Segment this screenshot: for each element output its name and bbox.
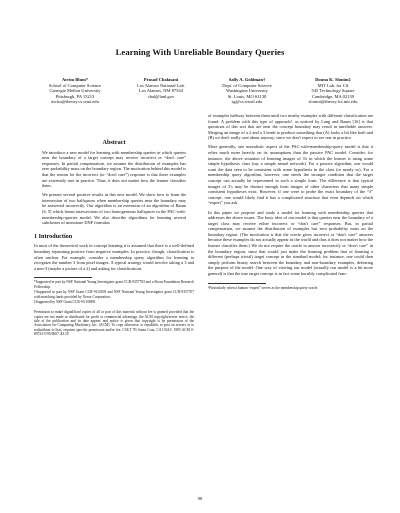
abstract-paragraph: We present several positive results in this new model. We show how to learn the intersection of two halfspaces when membership queries near the boundary may be answered incorrectly. Our algorithm is an extension of an algorithm of Baum [6, 5] which learns intersections of two homogeneous halfspaces in the PAC-with-membership-queries model. We also describe algorithms for learning several subclasses of monotone DNF formulas. [42, 192, 186, 226]
right-column [208, 113, 373, 290]
author-address: Pittsburgh, PA 15213 [55, 93, 95, 99]
author-address: Cambridge, MA 02139 [311, 93, 355, 99]
author-chalasani [120, 77, 202, 105]
author-blum [34, 77, 116, 105]
author-affiliation: Carnegie Mellon University [49, 88, 101, 94]
author-affiliation: Dept. of Computer Science [222, 82, 272, 88]
body-paragraph: In most of the theoretical work in concept learning it is assumed that there is a well-defined boundary separating positive from negative examples. In practice, though, classification is often unclear. For example, consider a membership query algorithm for learning to recognize the number 3 from pixel images. A typical strategy would involve taking a 3 and a non-3 (maybe a picture of a 2) and asking for classifications [34, 243, 194, 271]
footnote: ‡Supported by NSF Grant CCR-93-10888. [34, 300, 96, 304]
paper-title: Learning With Unreliable Boundary Queries [115, 47, 285, 57]
author-slonim [292, 77, 374, 105]
author-name: Prasad Chalasani [143, 77, 179, 82]
left-column [34, 140, 194, 336]
author-goldman [206, 77, 288, 105]
author-affiliation: Los Alamos National Lab. [137, 82, 185, 88]
abstract-heading: Abstract [102, 139, 126, 146]
author-block [34, 77, 374, 105]
author-name: Avrim Blum* [61, 77, 89, 82]
body-paragraph: of examples halfway between them until two nearby examples with different classification are found. A problem with this type of approach¹, as noticed by Lang and Baum [16] is that questions of this sort that are near the concept boundary may result in unreliable answers. Merging an image of a 2 and a 3 tends to produce something that (A) looks a bit like both and (B) we don't really care about anyway, since we don't expect to see one in practice. [208, 113, 373, 141]
author-email: avrim@theory.cs.cmu.edu [51, 99, 99, 105]
footnote-rule [34, 277, 92, 278]
author-address: Los Alamos, NM 87544 [139, 88, 183, 94]
section-heading-introduction: 1 Introduction [34, 232, 73, 240]
footnote: *Supported in part by NSF National Young Investigator grant CCR-9357793 and a Sloan Foundation Research Fellowship. [34, 280, 194, 289]
author-address: 545 Technology Square [311, 88, 355, 94]
author-address: St. Louis, MO 63130 [227, 93, 267, 99]
footnote: †Supported in part by NSF Grant CCR-9110108 and NSF National Young Investigator grant CCR-9357707 with matching funds provided by Xerox Corporation. [34, 290, 194, 299]
body-paragraph: More generally, one unrealistic aspect of the PAC-with-membership-query model is that it relies much more heavily on its assumptions than the passive PAC model. Consider, for instance, the above situation of learning images of 3's in which the learner is using some simple hypothesis class (say a simple neural network). For a passive algorithm, one would want the data seen to be consistent with some hypothesis in the class (or nearly so). For a membership query algorithm, however, one needs the stronger condition that the target concept can actually be represented in such a simple form. The difference is that typical images of 3's may be distinct enough from images of other characters that many simple consistent hypotheses exist. However, if one were to probe the exact boundary of the “3” concept, one would likely find it has a complicated structure that even depends on which “expert” you ask. [208, 144, 373, 206]
footnote-rule [208, 283, 266, 284]
author-email: chal@lanl.gov [147, 93, 175, 99]
footnote: ¹Particularly when a human “expert” serves as the membership query oracle. [208, 285, 319, 290]
abstract-body [34, 150, 194, 226]
author-affiliation: MIT Lab. for CS [317, 82, 349, 88]
page-number: 98 [197, 496, 203, 501]
author-affiliation: School of Computer Science [48, 82, 102, 88]
copyright-notice: Permission to make digital/hard copies of all or part of this material without fee is granted provided that the copies are not made or distributed for profit or commercial advantage, the ACM copyright/server notice, the title of the publication and its date appear, and notice is given that copyright is by permission of the Association for Computing Machinery, Inc. (ACM). To copy otherwise, to republish, to post on servers or to redistribute to lists, requires specific permission and/or fee. COLT '95 Santa Cruz, CA USA© 1995 ACM 0-89723-5/95/0007..$3.50 [34, 310, 194, 336]
body-paragraph: In this paper we propose and study a model for learning with membership queries that addresses the above issues. The basic idea of our model is that queries near the boundary of a target class may receive either incorrect or “don't care” responses. But, in partial compensation, we assume the distribution of examples has zero probability mass on the boundary region. (The motivation is that the oracle gives incorrect or “don't care” answers because these examples do not actually appear in the world and thus it does not matter how the learner classifies them.) We do not require the oracle to answer incorrectly or “don't care” in the boundary region, since that would just make the learning problem that of learning a different (perhaps trivial) target concept in the standard model; for instance, one could then simply perform binary search between the boundary and non-boundary examples, defeating the purpose of the model. One way of viewing our model (actually our model is a bit more general) is that the true target concept is in fact some horribly complicated func- [208, 209, 373, 277]
abstract-paragraph: We introduce a new model for learning with membership queries in which queries near the boundary of a target concept may receive incorrect or “don't care” responses. In partial compensation, we assume the distribution of examples has zero probability mass on the boundary region. The motivation behind this model is that the reason for the incorrect (or “don't care”) response is that these examples are extremely rare in practice. Thus, it does not matter how the learner classifies them. [42, 149, 186, 189]
author-email: slonim@theory.lcs.mit.edu [308, 99, 358, 105]
author-email: sg@cs.wustl.edu [231, 99, 263, 105]
author-affiliation: Washington University [226, 88, 268, 94]
footnotes [34, 280, 194, 304]
author-name: Donna K. Slonim‡ [315, 77, 351, 82]
author-name: Sally A. Goldman† [228, 77, 266, 82]
